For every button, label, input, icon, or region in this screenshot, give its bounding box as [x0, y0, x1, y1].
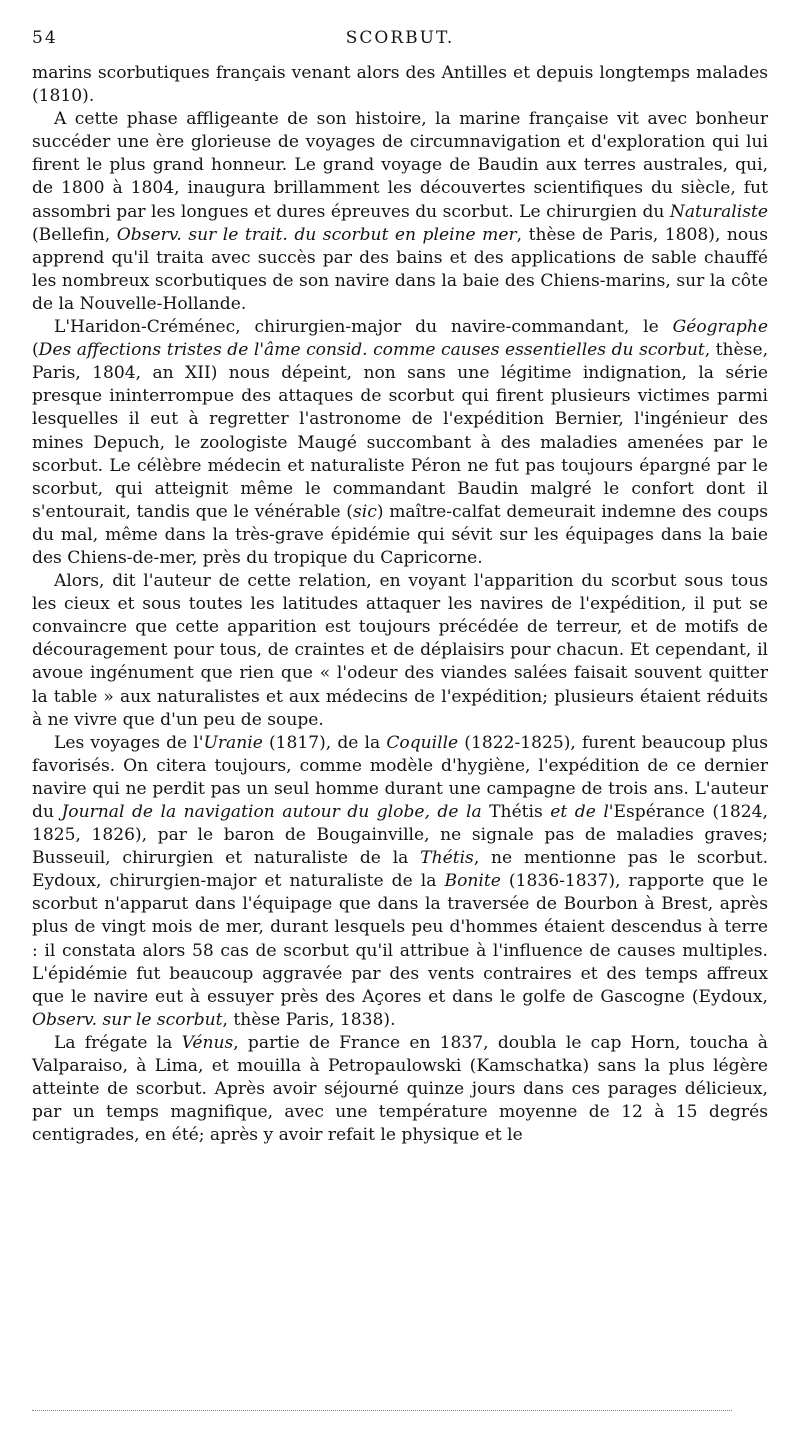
footer-rule	[32, 1410, 732, 1411]
page-header	[32, 28, 768, 62]
paragraph: marins scorbutiques français venant alors des Antilles et depuis longtemps malades (1810).	[32, 63, 768, 107]
paragraph: A cette phase affligeante de son histoire, la marine française vit avec bonheur succéder une ère glorieuse de voyages de circumnavigation et d'exploration qui lui firent le plus grand honneur. Le grand voyage de Baudin aux terres australes, qui, de 1800 à 1804, inaugura brillamment les découvertes scientifiques du siècle, fut assombri par les longues et dures épreuves du scorbut. Le chirurgien du Naturaliste (Bellefin, Observ. sur le trait. du scorbut en pleine mer, thèse de Paris, 1808), nous apprend qu'il traita avec succès par des bains et des applications de sable chauffé les nombreux scorbutiques de son navire dans la baie des Chiens-marins, sur la côte de la Nouvelle-Hollande.	[32, 109, 768, 314]
running-title: SCORBUT.	[345, 28, 455, 48]
paragraph: Alors, dit l'auteur de cette relation, en voyant l'apparition du scorbut sous tous les cieux et sous toutes les latitudes attaquer les navires de l'expédition, il put se convaincre que cette apparition est toujours précédée de terreur, et de motifs de découragement pour tous, de craintes et de déplaisirs pour chacun. Et cependant, il avoue ingénument que rien que « l'odeur des viandes salées faisait souvent quitter la table » aux naturalistes et aux médecins de l'expédition; plusieurs étaient réduits à ne vivre que d'un peu de soupe.	[32, 571, 768, 730]
paragraph: La frégate la Vénus, partie de France en 1837, doubla le cap Horn, toucha à Valparaiso, à Lima, et mouilla à Petropaulowski (Kamschatka) sans la plus légère atteinte de scorbut. Après avoir séjourné quinze jours dans ces parages délicieux, par un temps magnifique, avec une température moyenne de 12 à 15 degrés centigrades, en été; après y avoir refait le physique et le	[32, 1032, 768, 1146]
paragraph: Les voyages de l'Uranie (1817), de la Coquille (1822-1825), furent beaucoup plus favorisés. On citera toujours, comme modèle d'hygiène, l'expédition de ce dernier navire qui ne perdit pas un seul homme durant une campagne de trois ans. L'auteur du Journal de la navigation autour du globe, de la Thétis et de l'Espérance (1824, 1825, 1826), par le baron de Bougainville, ne signale pas de maladies graves; Busseuil, chirurgien et naturaliste de la Thétis, ne mentionne pas le scorbut. Eydoux, chirurgien-major et naturaliste de la Bonite (1836-1837), rapporte que le scorbut n'apparut dans l'équipage que dans la traversée de Bourbon à Brest, après plus de vingt mois de mer, durant lesquels peu d'hommes étaient descendus à terre : il constata alors 58 cas de scorbut qu'il attribue à l'influence de causes multiples. L'épidémie fut beaucoup aggravée par des vents contraires et des temps affreux que le navire eut à essuyer près des Açores et dans le golfe de Gascogne (Eydoux, Observ. sur le scorbut, thèse Paris, 1838).	[32, 732, 769, 1030]
body-text	[32, 62, 768, 1147]
document-page	[32, 28, 768, 1147]
paragraph: L'Haridon-Créménec, chirurgien-major du navire-commandant, le Géographe (Des affections tristes de l'âme consid. comme causes essentielles du scorbut, thèse, Paris, 1804, an XII) nous dépeint, non sans une légitime indignation, la série presque ininterrompue des attaques de scorbut qui firent plusieurs victimes parmi lesquelles il eut à regretter l'astronome de l'expédition Bernier, l'ingénieur des mines Depuch, le zoologiste Maugé succombant à des maladies amenées par le scorbut. Le célèbre médecin et naturaliste Péron ne fut pas toujours épargné par le scorbut, qui atteignit même le commandant Baudin malgré le confort dont il s'entourait, tandis que le vénérable (sic) maître-calfat demeurait indemne des coups du mal, même dans la très-grave épidémie qui sévit sur les équipages dans la baie des Chiens-de-mer, près du tropique du Capricorne.	[32, 317, 768, 568]
page-number: 54	[32, 28, 58, 48]
